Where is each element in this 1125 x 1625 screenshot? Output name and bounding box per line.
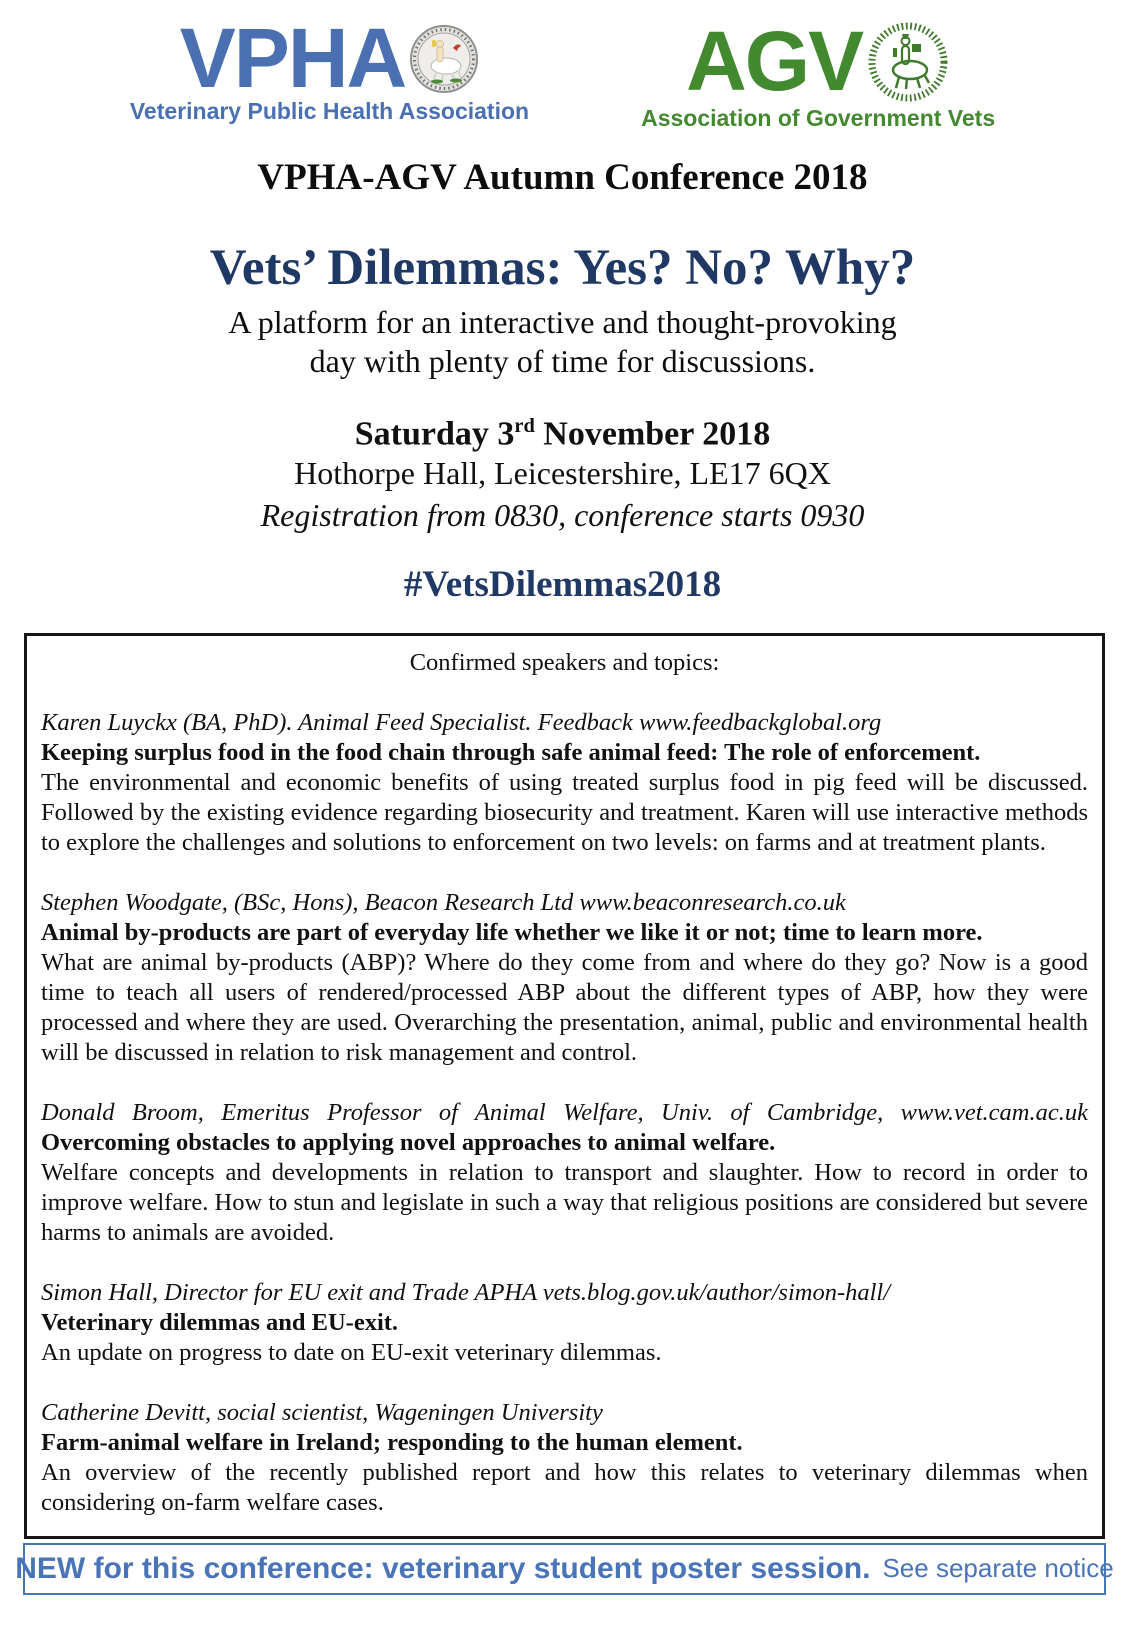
speaker-talk-title: Animal by-products are part of everyday life whether we like it or not; time to learn more.: [41, 918, 983, 946]
speaker-affiliation: Simon Hall, Director for EU exit and Trade APHA vets.blog.gov.uk/author/simon-hall/: [41, 1278, 891, 1306]
agv-logo-top: [686, 14, 950, 109]
agv-seal-icon: [866, 20, 950, 104]
speaker-description: An update on progress to date on EU-exit veterinary dilemmas.: [41, 1338, 662, 1366]
agv-tagline: Association of Government Vets: [641, 105, 996, 131]
speaker-entry-simon-hall: [41, 1278, 1088, 1368]
speaker-affiliation: Catherine Devitt, social scientist, Wageningen University: [41, 1398, 603, 1426]
speakers-box-heading: Confirmed speakers and topics:: [409, 648, 720, 676]
conference-title: VPHA-AGV Autumn Conference 2018: [257, 157, 868, 198]
agv-acronym: AGV: [686, 14, 863, 109]
date-line: [0, 415, 1125, 453]
vpha-tagline: Veterinary Public Health Association: [129, 98, 530, 125]
vpha-logo: [129, 11, 530, 125]
date-prefix: Saturday 3: [354, 415, 515, 453]
poster-session-banner: [15, 1543, 1114, 1595]
speaker-description: The environmental and economic benefits of using treated surplus food in pig feed will be discussed. Followed by the existing evidence regarding biosecurity and treatment. Karen will use interactive methods to explore the challenges and solutions to enforcement on two levels: on farms and at treatment plants.: [41, 768, 1088, 856]
speakers-box: [24, 633, 1105, 1539]
speaker-talk-title: Keeping surplus food in the food chain through safe animal feed: The role of enforcement.: [41, 738, 981, 766]
venue-line: Hothorpe Hall, Leicestershire, LE17 6QX: [294, 455, 831, 492]
speaker-entry-catherine-devitt: [41, 1398, 1088, 1518]
registration-line: Registration from 0830, conference starts 0930: [260, 496, 865, 533]
speaker-entry-karen-luyckx: [41, 708, 1088, 858]
speaker-affiliation: Stephen Woodgate, (BSc, Hons), Beacon Research Ltd www.beaconresearch.co.uk: [41, 888, 846, 916]
subtitle: [0, 303, 1125, 381]
main-title: Vets’ Dilemmas: Yes? No? Why?: [209, 240, 916, 296]
speaker-talk-title: Veterinary dilemmas and EU-exit.: [41, 1308, 399, 1336]
date-suffix: November 2018: [534, 415, 771, 453]
speaker-entry-stephen-woodgate: [41, 888, 1088, 1068]
speaker-description: Welfare concepts and developments in relation to transport and slaughter. How to record in order to improve welfare. How to stun and legislate in such a way that religious positions are considered but severe harms to animals are avoided.: [41, 1158, 1088, 1246]
hashtag: #VetsDilemmas2018: [403, 563, 722, 605]
speaker-description: An overview of the recently published report and how this relates to veterinary dilemmas when considering on-farm welfare cases.: [41, 1458, 1088, 1516]
date-ordinal: rd: [514, 415, 535, 438]
speaker-talk-title: Overcoming obstacles to applying novel approaches to animal welfare.: [41, 1128, 776, 1156]
speaker-affiliation: Karen Luyckx (BA, PhD). Animal Feed Specialist. Feedback www.feedbackglobal.org: [41, 708, 882, 736]
vpha-acronym: VPHA: [179, 11, 406, 105]
vpha-logo-top: [179, 11, 479, 105]
subtitle-line2: day with plenty of time for discussions.: [309, 343, 816, 380]
speaker-affiliation: Donald Broom, Emeritus Professor of Animal Welfare, Univ. of Cambridge, www.vet.cam.ac.uk: [41, 1098, 1088, 1126]
subtitle-line1: A platform for an interactive and thought-provoking: [228, 304, 897, 340]
logos-row: [0, 0, 1125, 130]
agv-logo: [641, 14, 996, 131]
poster-session-notice: NEW for this conference: veterinary student poster session.: [15, 1551, 871, 1585]
speaker-talk-title: Farm-animal welfare in Ireland; responding to the human element.: [41, 1428, 743, 1456]
poster-session-see-notice: See separate notice: [882, 1553, 1114, 1584]
vpha-seal-icon: [409, 24, 479, 94]
speaker-description: What are animal by-products (ABP)? Where do they come from and where do they go? Now is a good time to teach all users of rendered/processed ABP about the different types of ABP, how they were processed and where they are used. Overarching the presentation, animal, public and environmental health will be discussed in relation to risk management and control.: [41, 948, 1088, 1066]
speaker-entry-donald-broom: [41, 1098, 1088, 1248]
